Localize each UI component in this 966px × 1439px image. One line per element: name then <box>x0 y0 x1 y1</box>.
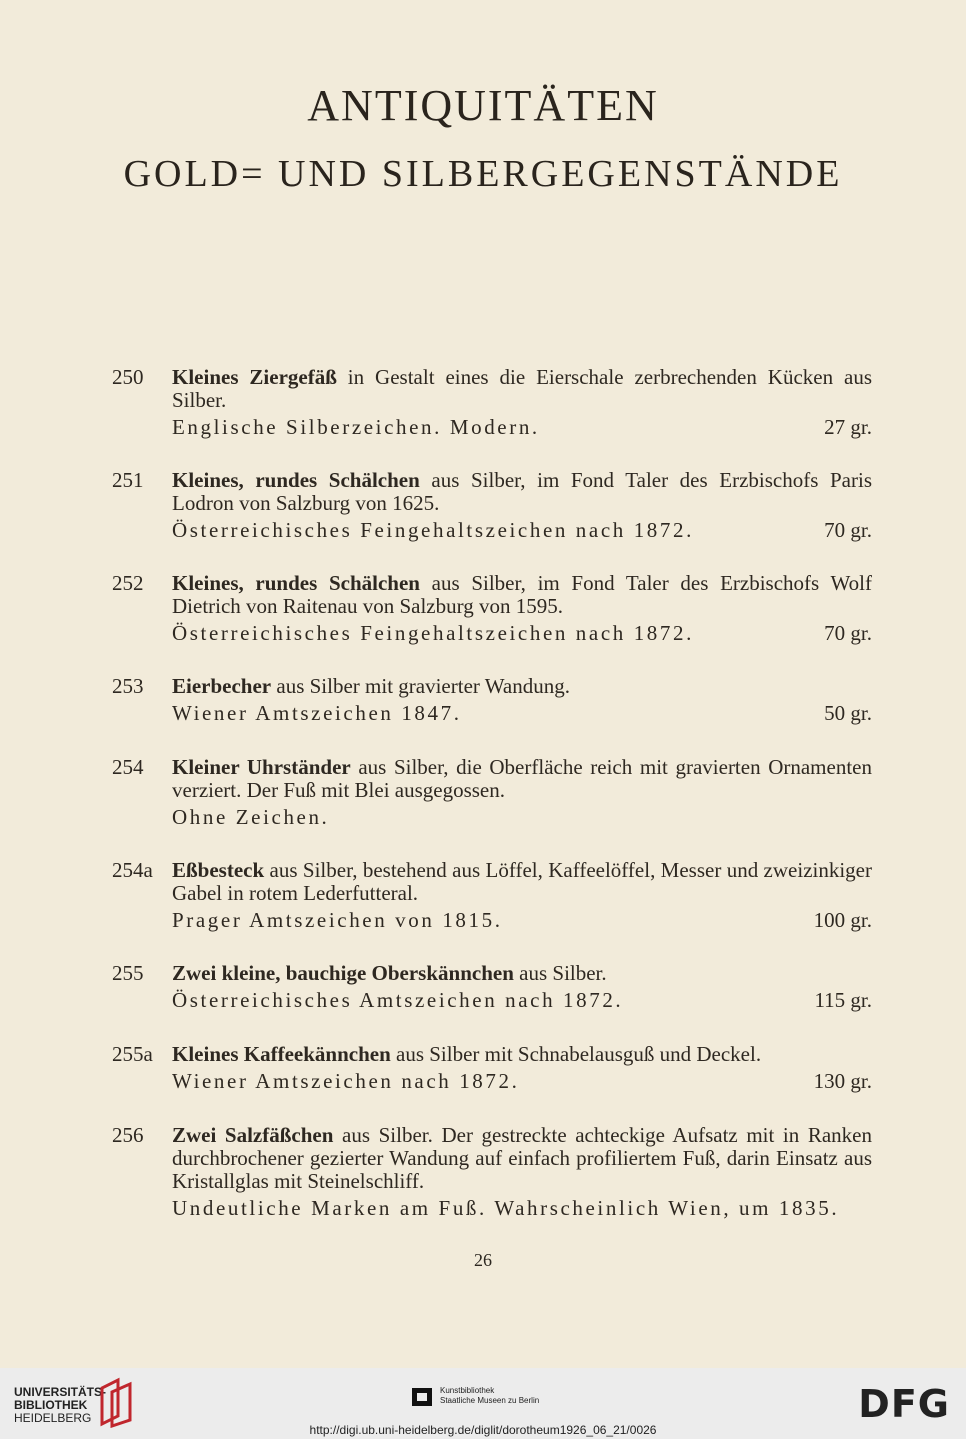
entry-number: 252 <box>112 571 144 595</box>
entry-hallmark: Englische Silberzeichen. Modern. <box>172 415 540 439</box>
uni-line-1: UNIVERSITÄTS- <box>14 1385 107 1399</box>
entry-description: aus Silber mit gravierter Wandung. <box>271 674 570 698</box>
catalog-entry <box>112 469 872 542</box>
entry-weight: 27 gr. <box>824 415 872 439</box>
kb-line-2: Staatliche Museen zu Berlin <box>440 1396 540 1405</box>
entry-title: Kleines, rundes Schälchen <box>172 571 420 595</box>
entry-weight: 115 gr. <box>814 988 872 1012</box>
entry-description: aus Silber mit Schnabelausguß und Deckel. <box>390 1042 762 1066</box>
catalog-entry <box>112 1043 872 1093</box>
entry-description: aus Silber, die Oberfläche reich mit gravierten Ornamenten verziert. Der Fuß mit Blei ausgegossen. <box>172 755 872 802</box>
entry-title: Eierbecher <box>172 674 272 698</box>
entry-title: Kleines, rundes Schälchen <box>172 468 420 492</box>
entry-title: Kleiner Uhrständer <box>172 755 351 779</box>
entry-number: 255 <box>112 961 144 985</box>
museum-logo-icon <box>410 1386 434 1408</box>
entry-hallmark: Ohne Zeichen. <box>172 805 330 829</box>
catalog-entry <box>112 756 872 829</box>
entry-title: Kleines Ziergefäß <box>172 365 337 389</box>
entry-number: 254a <box>112 858 153 882</box>
permalink[interactable]: http://digi.ub.uni-heidelberg.de/diglit/dorotheum1926_06_21/0026 <box>309 1423 657 1437</box>
university-library-label[interactable] <box>14 1386 106 1425</box>
uni-line-3: HEIDELBERG <box>14 1411 92 1425</box>
uni-line-2: BIBLIOTHEK <box>14 1398 88 1412</box>
entry-title: Eßbesteck <box>172 858 265 882</box>
catalog-entry <box>112 1124 872 1220</box>
kunstbibliothek-logo[interactable] <box>410 1386 540 1413</box>
entry-hallmark: Österreichisches Feingehaltszeichen nach 1872. <box>172 518 694 542</box>
catalog-entry <box>112 859 872 932</box>
entry-weight: 100 gr. <box>813 908 872 932</box>
entry-number: 253 <box>112 674 144 698</box>
catalog-entry <box>112 572 872 645</box>
entry-description: aus Silber, bestehend aus Löffel, Kaffeelöffel, Messer und zweizinkiger Gabel in rotem Lederfutteral. <box>172 858 872 905</box>
entry-title: Kleines Kaffeekännchen <box>172 1042 391 1066</box>
page-number: 26 <box>474 1250 492 1270</box>
catalog-entry <box>112 962 872 1012</box>
entry-weight: 70 gr. <box>824 518 872 542</box>
entry-hallmark: Wiener Amtszeichen nach 1872. <box>172 1069 520 1093</box>
dfg-logo[interactable]: DFG <box>858 1382 950 1426</box>
entry-hallmark: Österreichisches Amtszeichen nach 1872. <box>172 988 624 1012</box>
entry-description: aus Silber. Der gestreckte achteckige Aufsatz mit in Ranken durchbrochener gezierter Wandung auf einfach profiliertem Fuß, darin Einsatz aus Kristallglas mit Steinelschliff. <box>172 1123 872 1193</box>
entry-description: aus Silber. <box>513 961 607 985</box>
viewer-footer <box>0 1368 966 1439</box>
entry-description: aus Silber, im Fond Taler des Erzbischofs Wolf Dietrich von Raitenau von Salzburg von 1595. <box>172 571 872 618</box>
entry-number: 256 <box>112 1123 144 1147</box>
entry-number: 255a <box>112 1042 153 1066</box>
entry-number: 254 <box>112 755 144 779</box>
entry-hallmark: Wiener Amtszeichen 1847. <box>172 701 462 725</box>
university-logo-icon[interactable] <box>98 1376 134 1428</box>
entry-weight: 70 gr. <box>824 621 872 645</box>
entry-hallmark: Österreichisches Feingehaltszeichen nach 1872. <box>172 621 694 645</box>
entry-title: Zwei kleine, bauchige Oberskännchen <box>172 961 514 985</box>
page-title: ANTIQUITÄTEN <box>307 81 659 130</box>
kb-line-1: Kunstbibliothek <box>440 1386 495 1395</box>
catalog-entry <box>112 366 872 439</box>
page-subtitle: GOLD= UND SILBERGEGENSTÄNDE <box>123 153 843 195</box>
entry-number: 250 <box>112 365 144 389</box>
entry-number: 251 <box>112 468 144 492</box>
entry-title: Zwei Salzfäßchen <box>172 1123 334 1147</box>
entry-weight: 50 gr. <box>824 701 872 725</box>
entry-weight: 130 gr. <box>813 1069 872 1093</box>
entry-hallmark: Undeutliche Marken am Fuß. Wahrscheinlich Wien, um 1835. <box>172 1196 840 1220</box>
entry-description: in Gestalt eines die Eierschale zerbrechenden Kücken aus Silber. <box>172 365 872 412</box>
entry-description: aus Silber, im Fond Taler des Erzbischofs Paris Lodron von Salzburg von 1625. <box>172 468 872 515</box>
catalog-entry <box>112 675 872 725</box>
entry-hallmark: Prager Amtszeichen von 1815. <box>172 908 503 932</box>
